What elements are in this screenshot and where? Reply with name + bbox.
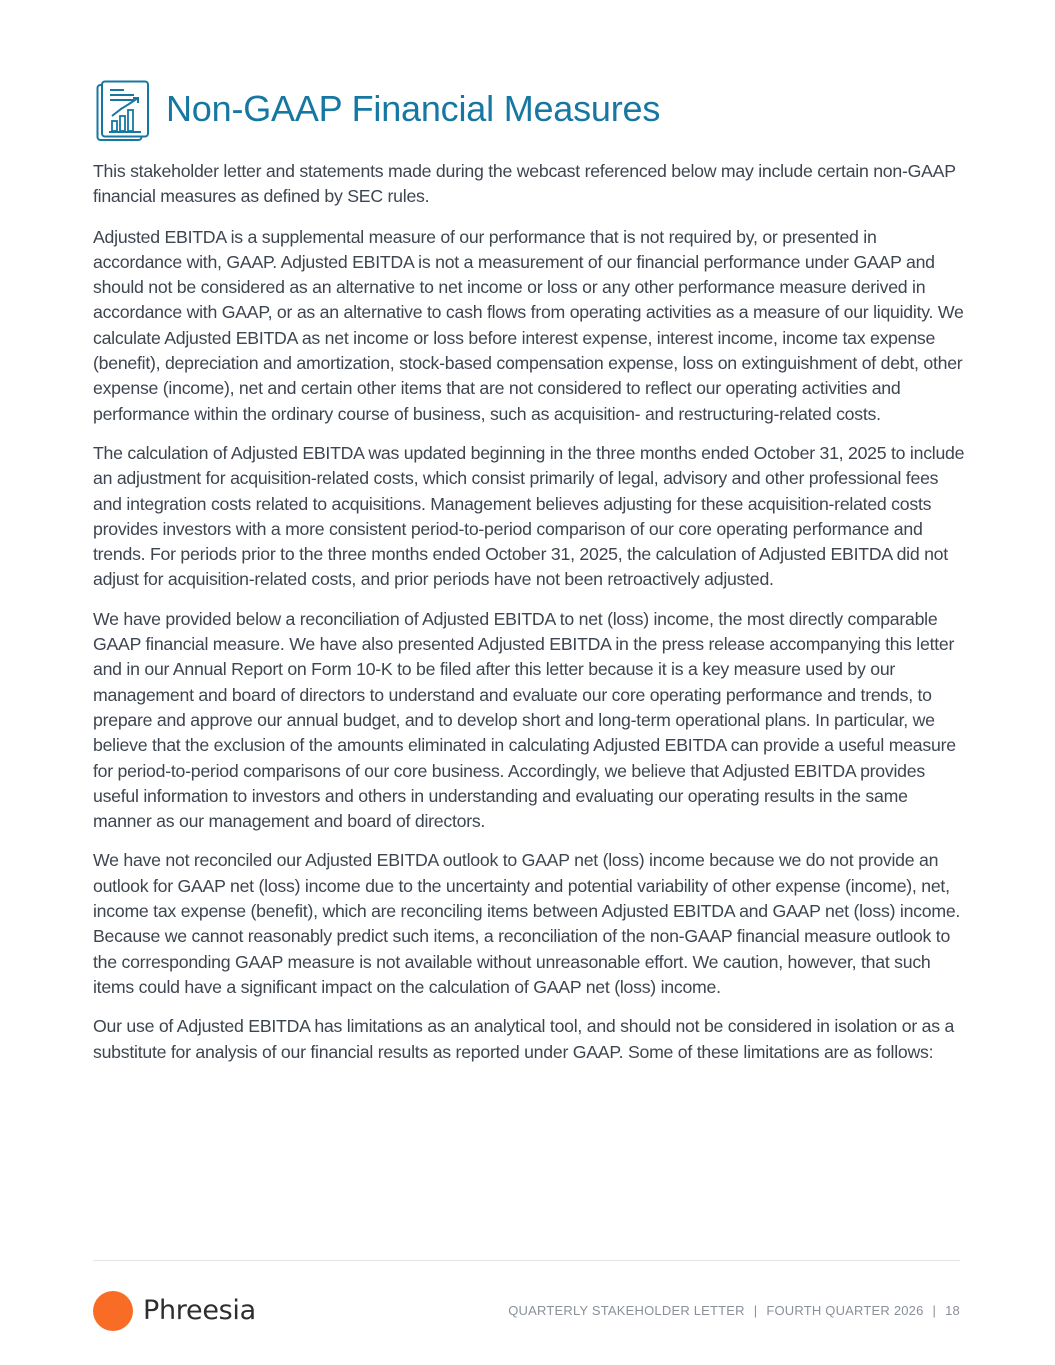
document-label: QUARTERLY STAKEHOLDER LETTER [508, 1303, 745, 1318]
page-title: Non-GAAP Financial Measures [166, 88, 661, 129]
report-chart-icon [96, 80, 150, 142]
body-text [93, 159, 967, 1079]
footer-separator: | [932, 1303, 937, 1318]
paragraph-limitations: Our use of Adjusted EBITDA has limitations as an analytical tool, and should not be considered in isolation or as a substitute for analysis of our financial results as reported under GAAP. Some of these limitations are as follows: [93, 1016, 955, 1062]
footer-info [508, 1302, 960, 1320]
paragraph-calculation-update: The calculation of Adjusted EBITDA was updated beginning in the three months ended October 31, 2025 to include an adjustment for acquisition-related costs, which consist primarily of legal, advisory and other professional fees and integration costs related to acquisitions. Management believes adjusting for these acquisition-related costs provides investors with a more consistent period-to-period comparison of our core operating performance and trends. For periods prior to the three months ended October 31, 2025, the calculation of Adjusted EBITDA did not adjust for acquisition-related costs, and prior periods have not been retroactively adjusted. [93, 442, 965, 590]
paragraph-intro: This stakeholder letter and statements made during the webcast referenced below may include certain non-GAAP financial measures as defined by SEC rules. [93, 161, 956, 207]
paragraph-definition: Adjusted EBITDA is a supplemental measure of our performance that is not required by, or presented in accordance with, GAAP. Adjusted EBITDA is not a measurement of our financial performance under GAAP and should not be considered as an alternative to net income or loss or any other performance measure derived in accordance with GAAP, or as an alternative to cash flows from operating activities as a measure of our liquidity. We calculate Adjusted EBITDA as net income or loss before interest expense, interest income, income tax expense (benefit), depreciation and amortization, stock-based compensation expense, loss on extinguishment of debt, other expense (income), net and certain other items that are not considered to reflect our operating activities and performance within the ordinary course of business, such as acquisition- and restructuring-related costs. [93, 226, 964, 424]
footer-separator: | [753, 1303, 758, 1318]
paragraph-outlook: We have not reconciled our Adjusted EBITDA outlook to GAAP net (loss) income because we do not provide an outlook for GAAP net (loss) income due to the uncertainty and potential variability of other expense (income), net, income tax expense (benefit), which are reconciling items between Adjusted EBITDA and GAAP net (loss) income. Because we cannot reasonably predict such items, a reconciliation of the non-GAAP financial measure outlook to the corresponding GAAP measure is not available without unreasonable effort. We caution, however, that such items could have a significant impact on the calculation of GAAP net (loss) income. [93, 850, 961, 997]
page-number: 18 [945, 1303, 960, 1318]
page-header [94, 78, 974, 144]
brand-logo [93, 1290, 293, 1332]
paragraph-reconciliation: We have provided below a reconciliation of Adjusted EBITDA to net (loss) income, the most directly comparable GAAP financial measure. We have also presented Adjusted EBITDA in the press release accompanying this letter and in our Annual Report on Form 10-K to be filed after this letter because it is a key measure used by our management and board of directors to understand and evaluate our core operating performance and trends, to prepare and approve our annual budget, and to develop short and long-term operational plans. In particular, we believe that the exclusion of the amounts eliminated in calculating Adjusted EBITDA can provide a useful measure for period-to-period comparisons of our core business. Accordingly, we believe that Adjusted EBITDA provides useful information to investors and others in understanding and evaluating our operating results in the same manner as our management and board of directors. [93, 608, 956, 832]
footer-divider [93, 1260, 960, 1261]
logo-circle-icon [93, 1291, 133, 1331]
brand-name: Phreesia [143, 1295, 256, 1326]
period-label: FOURTH QUARTER 2026 [766, 1303, 924, 1318]
